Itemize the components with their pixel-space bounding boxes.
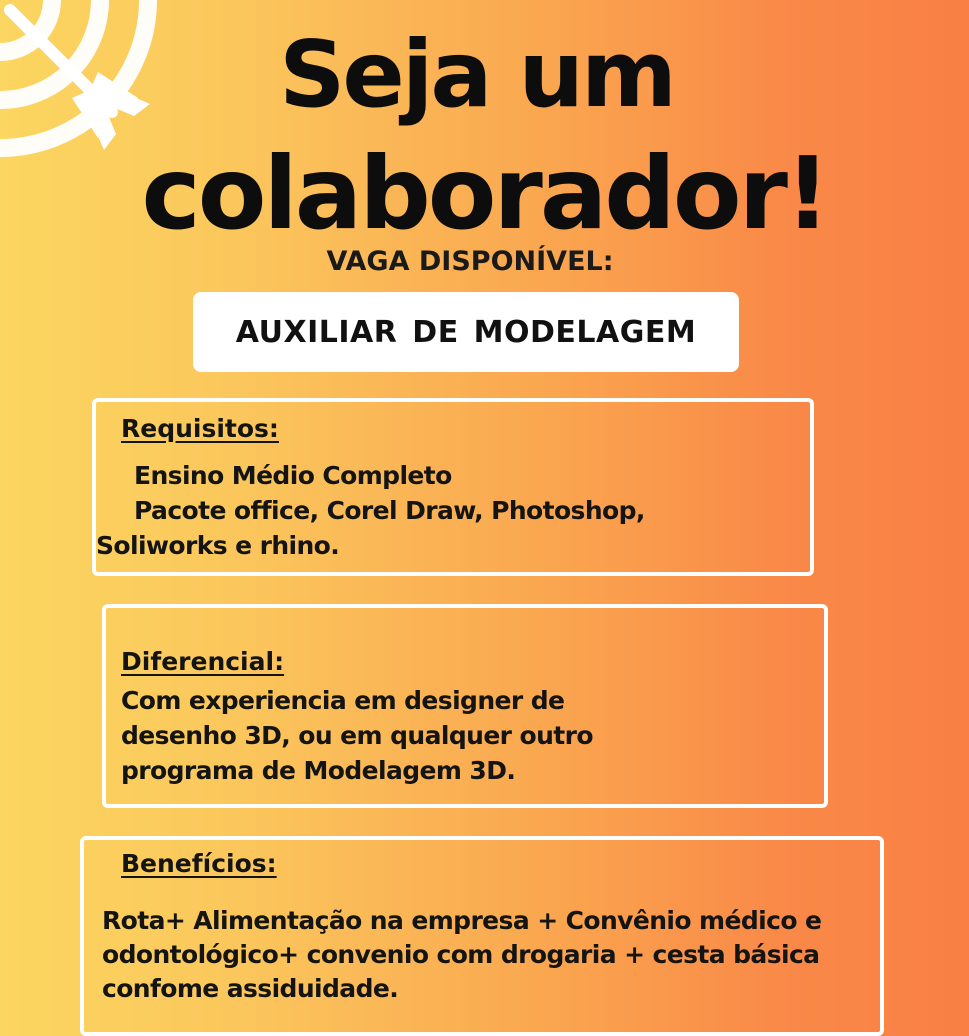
vaga-label: VAGA DISPONÍVEL: — [326, 246, 614, 277]
beneficios-line: confome assiduidade. — [102, 974, 399, 1003]
diferencial-title: Diferencial: — [121, 647, 285, 676]
diferencial-line: programa de Modelagem 3D. — [121, 756, 516, 785]
job-title-badge: AUXILIAR DE MODELAGEM — [193, 292, 739, 372]
headline-line-2: colaborador! — [141, 135, 828, 252]
diferencial-line: Com experiencia em designer de — [121, 686, 565, 715]
diferencial-line: desenho 3D, ou em qualquer outro — [121, 721, 593, 750]
requisitos-line: Soliworks e rhino. — [96, 531, 340, 560]
beneficios-line: odontológico+ convenio com drogaria + cesta básica — [102, 940, 820, 969]
requisitos-title: Requisitos: — [121, 414, 279, 443]
requisitos-line: Pacote office, Corel Draw, Photoshop, — [134, 496, 645, 525]
beneficios-line: Rota+ Alimentação na empresa + Convênio médico e — [102, 906, 822, 935]
headline-line-1: Seja um — [279, 21, 674, 128]
beneficios-title: Benefícios: — [121, 849, 277, 878]
requisitos-line: Ensino Médio Completo — [134, 461, 452, 490]
